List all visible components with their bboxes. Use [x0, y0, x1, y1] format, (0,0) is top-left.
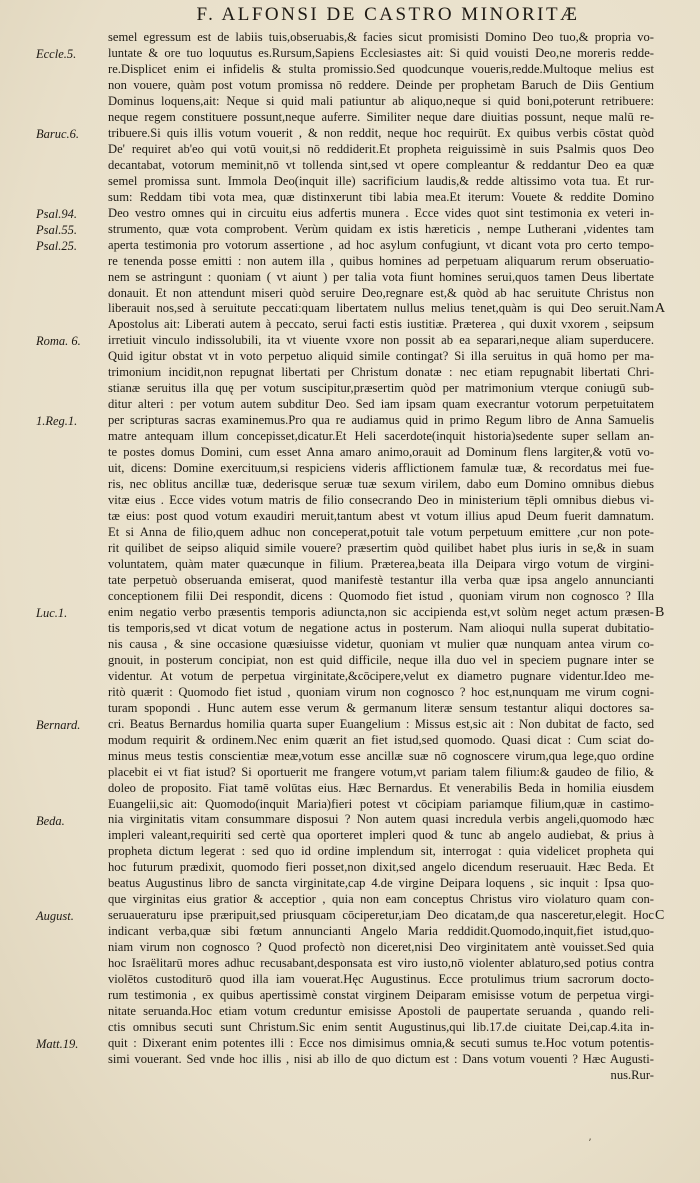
- page-header: F. ALFONSI DE CASTRO MINORITÆ: [196, 4, 580, 25]
- margin-note: Matt.19.: [36, 1037, 79, 1052]
- text-line: tate perpetuò obseruanda emiserat, quod manifestè testantur illa verba quæ ipsa angelo annuncianti: [108, 572, 654, 587]
- margin-note: Psal.25.: [36, 238, 77, 253]
- text-line: gnouit, in posterum concipiat, non est quid difficile, neque illa duo vel in speciem pugnare inter se: [108, 652, 654, 667]
- margin-note: Beda.: [36, 813, 65, 828]
- text-line: hoc Israëlitarū mores adhuc recusabant,desponsata est viro iusto,nō violenter ablaturo,sed potius contra: [108, 956, 654, 971]
- text-line: conceptionem filii Dei respondit, dicens : Quomodo fiet istud , quoniam virum non cognosco ? Illa: [108, 588, 654, 603]
- text-line: trimonium incidit,non repugnat libertati per Christum donatæ : nec etiam repugnabit libertati Chri-: [108, 365, 654, 380]
- text-line: nis causa , & sine occasione quæsiuisse videtur, quoniam vt mulier quæ nunquam antea virum co-: [108, 636, 654, 651]
- side-letter: C: [655, 908, 665, 924]
- text-line: sum: Reddam tibi vota mea, quæ distinxerunt tibi labia mea.Et iterum: Vouete & reddite Domino: [108, 189, 654, 204]
- bottom-mark: ʼ: [588, 1138, 592, 1149]
- text-line: nia virginitatis vitam consummare disposui ? Non autem quasi incredula verbis angeli,quomodo hæc: [108, 812, 654, 827]
- margin-note: Bernard.: [36, 717, 81, 732]
- text-line: tæ eius: post quod votum exaudiri meruit,tantum abest vt votum illius apud Deum fuerit damnatum.: [108, 509, 654, 524]
- text-line: luntate & ore tuo loquutus es.Rursum,Sapiens Ecclesiastes ait: Si quid vouisti Deo,ne moreris redde-: [108, 45, 654, 60]
- text-line: Euangelii,sic ait: Quomodo(inquit Maria)fieri potest vt cōcipiam pariamque filium,quæ in castimo-: [108, 796, 654, 811]
- text-line: enim negatio verbo præsentis temporis adiuncta,non sic accipienda est,vt solùm neget actum præsen-: [108, 604, 654, 619]
- text-line: per scripturas sacras examinemus.Pro qua re audiamus quid in primo Regum libro de Anna Samuelis: [108, 413, 654, 428]
- text-line: Deo vestro omnes qui in circuitu eius adfertis munera . Ecce vides quot sint testimonia ex veteri in-: [108, 205, 654, 220]
- margin-note: Luc.1.: [36, 605, 68, 620]
- text-line: ctis omnibus secuti sunt Christum.Sic enim sentit Augustinus,qui lib.17.de ciuitate Dei,cap.4.ita in-: [108, 1020, 654, 1035]
- text-line: uit, dicens: Domine exercituum,si respiciens videris afflictionem famulæ tuæ, & recordatus mei fue-: [108, 461, 654, 476]
- text-line: beatus Augustinus libro de sancta virginitate,cap 4.de virgine Deipara loquens , sic inquit : Ipsa quo-: [108, 876, 654, 891]
- text-line: quit : Dixerant enim potentes illi : Ecce nos dimisimus omnia,& secuti sumus te.Hoc votum potentis-: [108, 1036, 654, 1051]
- text-line: seruaueraturu ipse præripuit,sed priusquam cōciperetur,iam Deo dicatam,de qua nasceretur,elegit. Hoc: [108, 908, 654, 923]
- body-text: [108, 30, 654, 1084]
- text-line: semel egressum est de labiis tuis,obseruabis,& facies sicut promisisti Domino Deo tuo,& propria vo-: [108, 30, 654, 44]
- text-line: rit quilibet de seipso aliquid simile vouere? præsertim quòd quilibet habet plus iuris in se,& in suam: [108, 541, 654, 555]
- text-line: aperta testimonia pro votorum assertione , ad hoc asylum confugiunt, vt dicant vota pro certo tempo-: [108, 237, 654, 252]
- text-line: Apostolus ait: Liberati autem à peccato, serui facti estis iustitiæ. Præterea , qui duxit vxorem , seipsum: [108, 317, 654, 332]
- text-line: stianæ seruitus illa quę per votum suscipitur,præsertim quòd per matrimonium vterque coniugū sub-: [108, 381, 654, 396]
- text-line: propheta dictum legerat : sed quo id ordine implendum sit, interrogat : quia videlicet propheta qui: [108, 844, 654, 859]
- text-line: rum testimonia , ex quibus apertissimè constat virginem Deiparam emisisse votum de perpetua virgi-: [108, 988, 654, 1003]
- text-line: Quid igitur obstat vt in voto perpetuo aliquid simile contingat? Si illa seruitus in quā homo per ma-: [108, 349, 654, 364]
- text-line: irretiuit vinculo indissolubili, ita vt viuente vxore non possit ab ea separari,neque aliam superducere.: [108, 333, 654, 348]
- text-line: De' requiret ab'eo qui votū vouit,si nō reddiderit.Et propheta reiguissimè in suis Psalmis quos Deo: [108, 141, 654, 156]
- text-line: que virginitas eius gratior & acceptior , quia non eam conceptus Christus viro violaturo quam con-: [108, 892, 654, 907]
- text-line: non vouere, quàm post votum promissa nō reddere. Deinde per prophetam Baruch de Diis Gentium: [108, 77, 654, 92]
- text-line: donauit. Et non attendunt miseri quòd seruire Deo,regnare est,& quòd ab hac seruitute Christus non: [108, 285, 654, 300]
- side-letter: B: [655, 604, 665, 620]
- text-line: Dominus loquens,ait: Neque si quid mali patiuntur ab aliquo,neque si quid boni,poterunt retribuere:: [108, 93, 654, 108]
- text-line: re tenenda posse emitti : non autem illa , quibus homines ad perpetuam aliquarum rerum obseruatio-: [108, 253, 654, 268]
- text-line: doleo de proposito. Fiat tamē volūtas eius. Hæc Bernardus. Et venerabilis Beda in homilia eiusdem: [108, 780, 654, 795]
- text-line: impleri valeant,requiriti sed certè qua oporteret impleri quod & tunc ab angelo audiebat, & prius à: [108, 828, 654, 843]
- text-line: semel promissa sunt. Immola Deo(inquit ille) sacrificium laudis,& redde altissimo vota tua. Et rur-: [108, 173, 654, 188]
- text-line: te postes domus Domini, cum esset Anna amaro animo,orauit ad Dominum flens largiter,& votū vo-: [108, 445, 654, 460]
- text-line: placebit ei vt fiat istud? Si oportuerit me frangere votum,vt pariam talem filium:& gaudeo de filio, &: [108, 764, 654, 779]
- text-line: ditur alteri : per votum autem subditur Deo. Sed iam ipsam quam execrantur votorum perpetuitatem: [108, 397, 654, 412]
- text-line: turam spopondi . Hunc autem esse verum & germanum literæ sensum testantur aliqui doctores sa-: [108, 700, 654, 715]
- margin-note: August.: [36, 909, 74, 924]
- text-line: nitate seruanda.Hoc etiam votum creduntur emisisse Apostoli de paupertate seruanda , quando reli-: [108, 1004, 654, 1019]
- margin-note: 1.Reg.1.: [36, 414, 78, 429]
- text-line: niam virum non cognosco ? Quod profectò non diceret,nisi Deo virginitatem antè vouisset.Sed quia: [108, 940, 654, 955]
- text-line: indicant verba,quæ sibi fœtum annuncianti Angelo Maria reddidit.Quomodo,inquit,fiet istud,quo-: [108, 924, 654, 939]
- text-line: violētos custoditurō quod illa iam vouerat.Hęc Augustinus. Ecce protulimus trium sacrorum docto-: [108, 972, 654, 987]
- text-line: ritò quærit : Quomodo fiet istud , quoniam virum non cognosco ? hoc est,nunquam me virum cogni-: [108, 684, 654, 699]
- text-line: tis temporis,sed vt dicat votum de negatione actus in posterum. Nam alioqui nulla superat dubitatio-: [108, 620, 654, 635]
- text-line: videntur. At votum de perpetua virginitate,&cōcipere,velut ex diametro pugnare videntur.Ideo me-: [108, 668, 654, 683]
- text-line: Et si Anna de filio,quem adhuc non conceperat,potuit tale votum perpetuum emittere ,cur non pote-: [108, 525, 654, 540]
- text-line: simi vouerant. Sed vnde hoc illis , nisi ab illo de quo dictum est : Dans votum vouenti ? Hæc Augusti-: [108, 1052, 654, 1066]
- text-line: nus.Rur-: [610, 1067, 654, 1082]
- text-line: ris, nec oblitus ancillæ tuæ, dederisque seruæ tuæ sexum virilem, dabo eum Domino omnibus diebus: [108, 477, 654, 492]
- text-line: cri. Beatus Bernardus homilia quarta super Euangelium : Missus est,sic ait : Non dubitat de facto, sed: [108, 716, 654, 731]
- text-line: hoc futurum prædixit, quomodo fieri posset,non dixit,sed angelo dicendum reseruauit. Hæc Beda. Et: [108, 860, 654, 875]
- text-line: voluntatem, quàm mater quæcunque in filium. Præterea,beata illa Deipara virgo votum de virgini-: [108, 556, 654, 571]
- text-line: re.Displicet enim ei infidelis & stulta promissio.Sed quodcunque voueris,redde.Multoque melius est: [108, 61, 654, 76]
- text-line: liberauit nos,sed à seruitute peccati:quam libertatem nullus melius tenet,quàm is qui Deo seruit.Nam: [108, 301, 654, 316]
- text-line: vitæ eius . Ecce vides votum matris de filio consecrando Deo in ministerium tēpli omnibus diebus vi-: [108, 493, 654, 508]
- text-line: tribuere.Si quis illis votum vouerit , & non reddit, neque hoc requirūt. Ex quibus verbis cōstat quòd: [108, 125, 654, 140]
- text-line: modum requirit & ordinem.Nec enim quærit an fiet istud,sed quomodo. Quasi dicat : Cum sciat do-: [108, 732, 654, 747]
- text-line: nem se astringunt : quoniam ( vt aiunt ) per talia vota fiunt homines serui,quos tamen Deus libertate: [108, 269, 654, 284]
- text-line: minus meus testis conscientiæ meæ,votum esse ancillæ suæ nō cognoscere virum,qua lege,quo ordine: [108, 748, 654, 763]
- margin-note: Eccle.5.: [36, 46, 77, 61]
- text-line: strumento, quæ vota comprobent. Verùm quidam ex istis hæreticis , nempe Lutherani ,videntes tam: [108, 221, 654, 236]
- margin-note: Baruc.6.: [36, 126, 80, 141]
- margin-note: Roma. 6.: [36, 334, 81, 349]
- side-letter: A: [655, 301, 666, 317]
- margin-note: Psal.94.: [36, 206, 77, 221]
- margin-note: Psal.55.: [36, 222, 77, 237]
- text-line: decantabat, votorum meminit,nō vt tollenda sint,sed vt opere compleantur & reddantur Deo ea quæ: [108, 157, 654, 172]
- text-line: neque regem constituere possunt,neque auferre. Similiter neque dare diuitias possunt, neque malū re-: [108, 109, 654, 124]
- text-line: matre antequam illum concepisset,dicatur.Et Heli sacerdote(inquit historia)sedente super sellam an-: [108, 429, 654, 444]
